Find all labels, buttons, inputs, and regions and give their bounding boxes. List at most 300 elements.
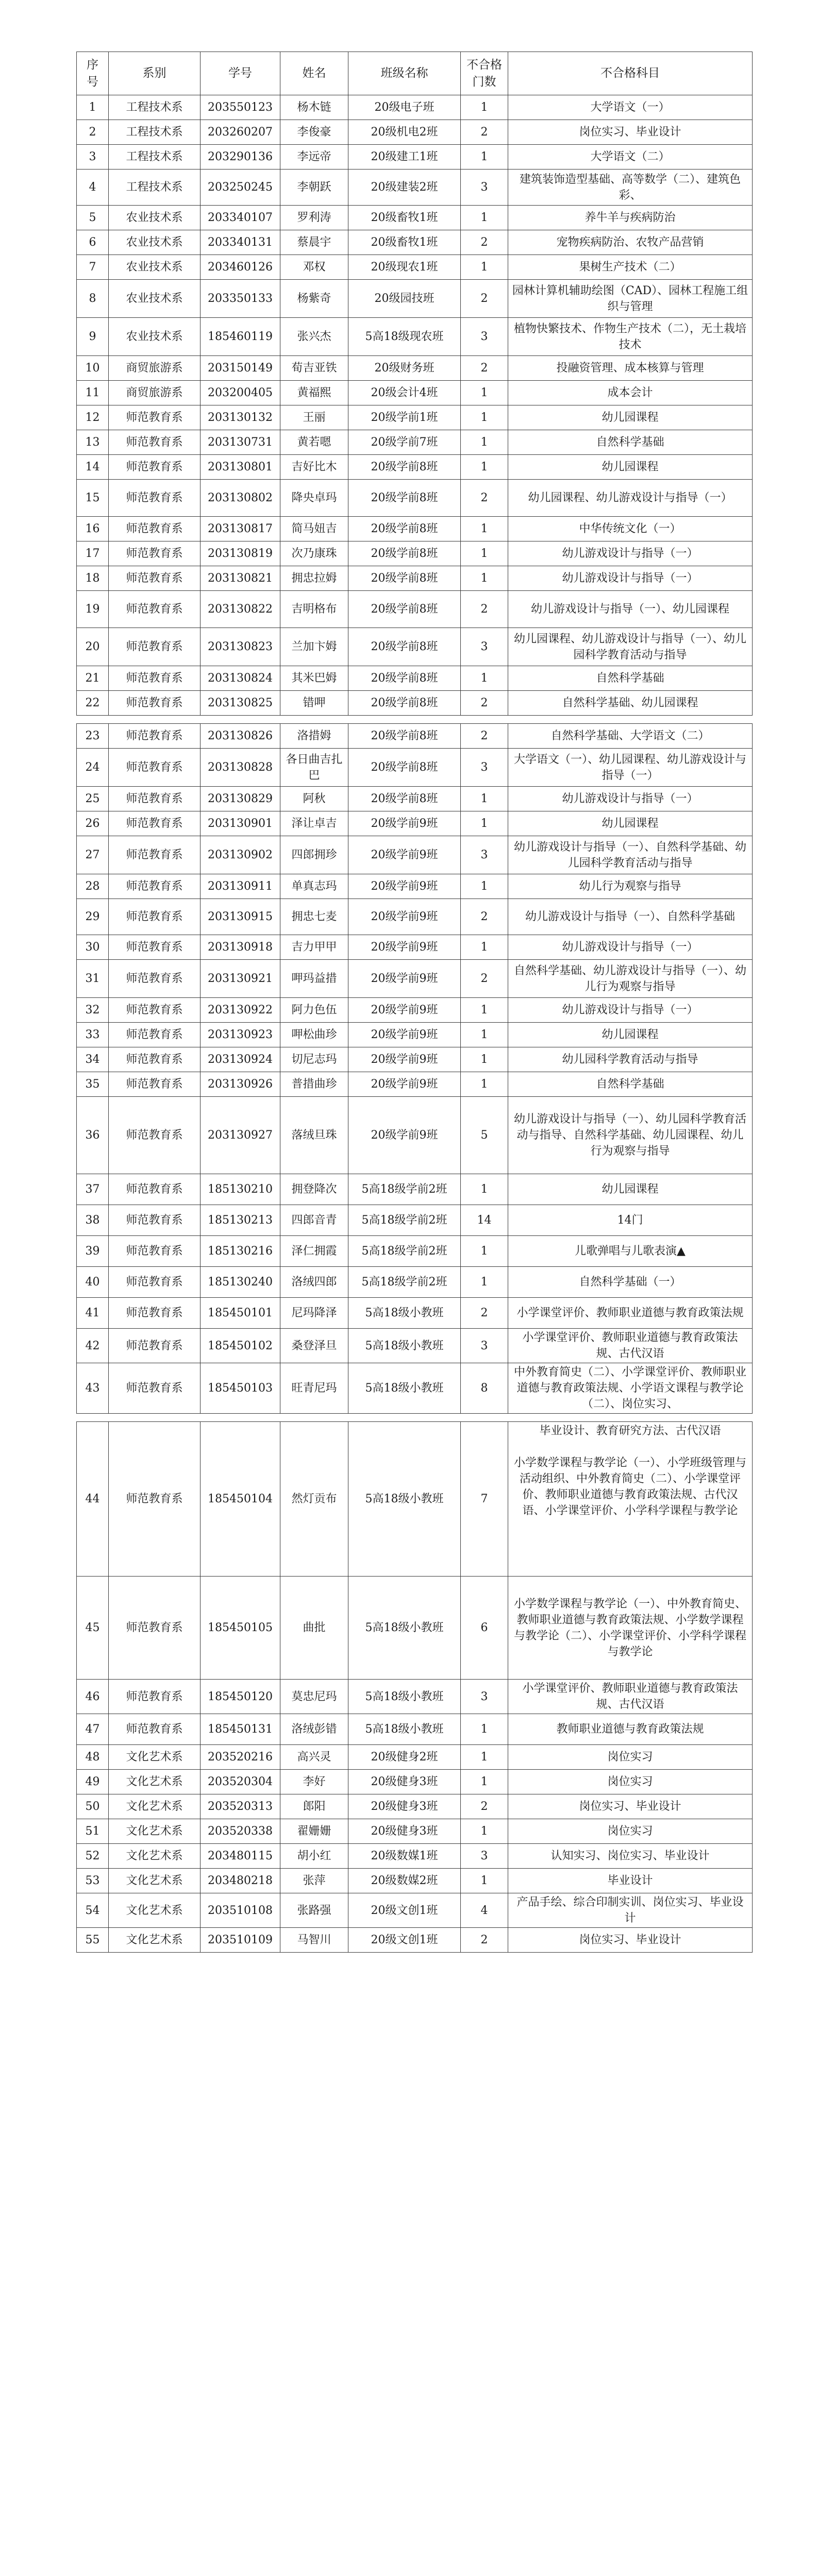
row-student-id: 203130911 xyxy=(201,874,280,899)
row-index: 38 xyxy=(77,1205,109,1236)
failing-courses-table xyxy=(76,52,753,1953)
row-fail-count: 1 xyxy=(461,1047,508,1072)
table-row xyxy=(77,1047,753,1072)
row-department: 师范教育系 xyxy=(109,480,201,517)
row-class: 20级学前8班 xyxy=(348,666,461,691)
row-fail-count: 14 xyxy=(461,1205,508,1236)
row-name: 吉明格布 xyxy=(280,591,348,628)
row-index: 37 xyxy=(77,1174,109,1205)
table-row xyxy=(77,874,753,899)
row-fail-count: 1 xyxy=(461,541,508,566)
row-class: 20级数媒1班 xyxy=(348,1844,461,1869)
table-row xyxy=(77,1745,753,1770)
row-department: 师范教育系 xyxy=(109,691,201,716)
table-row xyxy=(77,1236,753,1267)
table-row xyxy=(77,1577,753,1680)
row-student-id: 203130922 xyxy=(201,998,280,1023)
row-fail-count: 1 xyxy=(461,1819,508,1844)
failing-courses-sheet xyxy=(76,52,752,1953)
row-name: 降央卓玛 xyxy=(280,480,348,517)
row-class: 20级畜牧1班 xyxy=(348,230,461,255)
row-department: 师范教育系 xyxy=(109,724,201,749)
table-row xyxy=(77,405,753,430)
row-index: 31 xyxy=(77,960,109,998)
row-student-id: 203510109 xyxy=(201,1928,280,1953)
table-row xyxy=(77,1097,753,1174)
row-failed-subjects: 幼儿游戏设计与指导（一） xyxy=(508,935,753,960)
row-index: 23 xyxy=(77,724,109,749)
row-department: 文化艺术系 xyxy=(109,1893,201,1928)
row-index: 17 xyxy=(77,541,109,566)
row-name: 拥登降次 xyxy=(280,1174,348,1205)
row-student-id: 185450104 xyxy=(201,1422,280,1577)
row-name: 阿力色伍 xyxy=(280,998,348,1023)
row-name: 四郎拥珍 xyxy=(280,836,348,874)
row-fail-count: 1 xyxy=(461,787,508,811)
row-name: 吉力甲甲 xyxy=(280,935,348,960)
row-failed-subjects: 果树生产技术（二） xyxy=(508,255,753,280)
row-class: 20级文创1班 xyxy=(348,1893,461,1928)
table-row xyxy=(77,1844,753,1869)
spacer-cell xyxy=(280,716,348,724)
row-student-id: 203340131 xyxy=(201,230,280,255)
spacer-cell xyxy=(201,716,280,724)
row-name: 尼玛降泽 xyxy=(280,1298,348,1329)
row-department: 工程技术系 xyxy=(109,170,201,206)
row-department: 农业技术系 xyxy=(109,230,201,255)
row-class: 20级学前8班 xyxy=(348,724,461,749)
row-failed-subjects: 园林计算机辅助绘图（CAD）、园林工程施工组织与管理 xyxy=(508,280,753,318)
row-failed-subjects: 毕业设计 xyxy=(508,1869,753,1893)
row-class: 20级健身3班 xyxy=(348,1819,461,1844)
row-class: 20级财务班 xyxy=(348,356,461,381)
row-class: 20级学前8班 xyxy=(348,749,461,787)
row-index: 24 xyxy=(77,749,109,787)
row-student-id: 203130927 xyxy=(201,1097,280,1174)
table-row xyxy=(77,1267,753,1298)
row-fail-count: 2 xyxy=(461,1298,508,1329)
row-department: 师范教育系 xyxy=(109,1174,201,1205)
row-index: 50 xyxy=(77,1794,109,1819)
row-index: 4 xyxy=(77,170,109,206)
row-name: 马智川 xyxy=(280,1928,348,1953)
row-fail-count: 1 xyxy=(461,95,508,120)
row-class: 20级健身2班 xyxy=(348,1745,461,1770)
row-name: 杨紫奇 xyxy=(280,280,348,318)
row-department: 师范教育系 xyxy=(109,899,201,935)
row-name: 胡小红 xyxy=(280,1844,348,1869)
row-fail-count: 2 xyxy=(461,724,508,749)
row-department: 师范教育系 xyxy=(109,935,201,960)
table-row xyxy=(77,1770,753,1794)
row-failed-subjects: 小学课堂评价、教师职业道德与教育政策法规、古代汉语 xyxy=(508,1680,753,1714)
row-index: 15 xyxy=(77,480,109,517)
row-department: 师范教育系 xyxy=(109,666,201,691)
row-fail-count: 1 xyxy=(461,381,508,405)
spacer-cell xyxy=(461,1414,508,1422)
row-name: 李朝跃 xyxy=(280,170,348,206)
row-student-id: 185450102 xyxy=(201,1329,280,1363)
row-index: 27 xyxy=(77,836,109,874)
row-class: 20级学前8班 xyxy=(348,787,461,811)
row-student-id: 203130817 xyxy=(201,517,280,541)
row-department: 师范教育系 xyxy=(109,517,201,541)
row-fail-count: 2 xyxy=(461,1928,508,1953)
table-row xyxy=(77,1072,753,1097)
row-name: 阿秋 xyxy=(280,787,348,811)
table-row xyxy=(77,430,753,455)
row-name: 莫忠尼玛 xyxy=(280,1680,348,1714)
col-header-index: 序 号 xyxy=(77,52,109,95)
row-failed-subjects: 幼儿游戏设计与指导（一） xyxy=(508,998,753,1023)
row-failed-subjects: 儿歌弹唱与儿歌表演▲ xyxy=(508,1236,753,1267)
row-name: 邓权 xyxy=(280,255,348,280)
row-class: 5高18级小教班 xyxy=(348,1329,461,1363)
row-department: 师范教育系 xyxy=(109,874,201,899)
row-failed-subjects: 产品手绘、综合印制实训、岗位实习、毕业设计 xyxy=(508,1893,753,1928)
row-failed-subjects: 幼儿游戏设计与指导（一）、幼儿园科学教育活动与指导、自然科学基础、幼儿园课程、幼儿行为观察与指导 xyxy=(508,1097,753,1174)
row-student-id: 203130819 xyxy=(201,541,280,566)
row-student-id: 203130829 xyxy=(201,787,280,811)
row-student-id: 185130210 xyxy=(201,1174,280,1205)
table-row xyxy=(77,836,753,874)
row-failed-subjects: 自然科学基础、幼儿园课程 xyxy=(508,691,753,716)
row-department: 师范教育系 xyxy=(109,1205,201,1236)
row-index: 14 xyxy=(77,455,109,480)
row-class: 5高18级学前2班 xyxy=(348,1174,461,1205)
row-index: 21 xyxy=(77,666,109,691)
row-index: 22 xyxy=(77,691,109,716)
row-student-id: 185130216 xyxy=(201,1236,280,1267)
row-failed-subjects: 岗位实习、毕业设计 xyxy=(508,1928,753,1953)
row-name: 曲批 xyxy=(280,1577,348,1680)
row-fail-count: 4 xyxy=(461,1893,508,1928)
row-failed-subjects: 大学语文（一） xyxy=(508,95,753,120)
table-row xyxy=(77,1205,753,1236)
row-name: 呷松曲珍 xyxy=(280,1023,348,1047)
col-header-department: 系别 xyxy=(109,52,201,95)
table-row xyxy=(77,255,753,280)
row-student-id: 203150149 xyxy=(201,356,280,381)
row-department: 师范教育系 xyxy=(109,405,201,430)
row-department: 农业技术系 xyxy=(109,318,201,356)
spacer-cell xyxy=(109,1414,201,1422)
row-department: 文化艺术系 xyxy=(109,1928,201,1953)
table-row xyxy=(77,120,753,145)
row-student-id: 203480218 xyxy=(201,1869,280,1893)
row-class: 20级健身3班 xyxy=(348,1770,461,1794)
row-failed-subjects: 幼儿游戏设计与指导（一）、幼儿园课程 xyxy=(508,591,753,628)
row-class: 5高18级小教班 xyxy=(348,1680,461,1714)
row-class: 20级学前1班 xyxy=(348,405,461,430)
row-failed-subjects: 幼儿行为观察与指导 xyxy=(508,874,753,899)
table-row xyxy=(77,1363,753,1414)
row-department: 师范教育系 xyxy=(109,960,201,998)
row-department: 师范教育系 xyxy=(109,836,201,874)
spacer-cell xyxy=(348,1414,461,1422)
row-class: 20级电子班 xyxy=(348,95,461,120)
table-row xyxy=(77,749,753,787)
row-failed-subjects: 小学课堂评价、教师职业道德与教育政策法规 xyxy=(508,1298,753,1329)
row-class: 20级学前7班 xyxy=(348,430,461,455)
row-fail-count: 2 xyxy=(461,356,508,381)
row-student-id: 203130822 xyxy=(201,591,280,628)
row-failed-subjects: 自然科学基础、幼儿游戏设计与指导（一）、幼儿行为观察与指导 xyxy=(508,960,753,998)
row-student-id: 203260207 xyxy=(201,120,280,145)
row-failed-subjects: 建筑装饰造型基础、高等数学（二）、建筑色彩、 xyxy=(508,170,753,206)
row-student-id: 185130240 xyxy=(201,1267,280,1298)
row-name: 旺青尼玛 xyxy=(280,1363,348,1414)
row-class: 20级学前8班 xyxy=(348,691,461,716)
row-name: 兰加卞姆 xyxy=(280,628,348,666)
row-department: 师范教育系 xyxy=(109,1298,201,1329)
table-row xyxy=(77,230,753,255)
row-department: 工程技术系 xyxy=(109,120,201,145)
row-name: 黄若嗯 xyxy=(280,430,348,455)
row-class: 20级学前9班 xyxy=(348,874,461,899)
row-fail-count: 2 xyxy=(461,1794,508,1819)
row-department: 师范教育系 xyxy=(109,455,201,480)
row-index: 43 xyxy=(77,1363,109,1414)
row-department: 农业技术系 xyxy=(109,280,201,318)
row-fail-count: 2 xyxy=(461,591,508,628)
row-index: 2 xyxy=(77,120,109,145)
row-name: 简马妞吉 xyxy=(280,517,348,541)
col-header-fail-count: 不合格 门数 xyxy=(461,52,508,95)
row-fail-count: 1 xyxy=(461,566,508,591)
row-failed-subjects: 幼儿游戏设计与指导（一）、自然科学基础、幼儿园科学教育活动与指导 xyxy=(508,836,753,874)
row-department: 商贸旅游系 xyxy=(109,381,201,405)
row-class: 5高18级现农班 xyxy=(348,318,461,356)
row-department: 师范教育系 xyxy=(109,1267,201,1298)
row-fail-count: 3 xyxy=(461,1844,508,1869)
table-row xyxy=(77,628,753,666)
row-failed-subjects: 岗位实习、毕业设计 xyxy=(508,1794,753,1819)
row-department: 文化艺术系 xyxy=(109,1770,201,1794)
row-department: 农业技术系 xyxy=(109,206,201,230)
row-index: 47 xyxy=(77,1714,109,1745)
row-index: 25 xyxy=(77,787,109,811)
table-row xyxy=(77,1329,753,1363)
table-row xyxy=(77,318,753,356)
row-student-id: 203350133 xyxy=(201,280,280,318)
row-failed-subjects: 岗位实习 xyxy=(508,1770,753,1794)
row-department: 师范教育系 xyxy=(109,1072,201,1097)
table-row xyxy=(77,935,753,960)
row-failed-subjects: 幼儿游戏设计与指导（一）、自然科学基础 xyxy=(508,899,753,935)
row-department: 文化艺术系 xyxy=(109,1745,201,1770)
row-student-id: 203130828 xyxy=(201,749,280,787)
row-student-id: 185460119 xyxy=(201,318,280,356)
row-failed-subjects: 宠物疾病防治、农牧产品营销 xyxy=(508,230,753,255)
row-student-id: 203130826 xyxy=(201,724,280,749)
row-fail-count: 1 xyxy=(461,145,508,170)
row-fail-count: 3 xyxy=(461,628,508,666)
row-fail-count: 1 xyxy=(461,1869,508,1893)
row-index: 49 xyxy=(77,1770,109,1794)
row-student-id: 185450131 xyxy=(201,1714,280,1745)
row-student-id: 203520216 xyxy=(201,1745,280,1770)
table-row xyxy=(77,1819,753,1844)
spacer-cell xyxy=(280,1414,348,1422)
row-class: 20级学前8班 xyxy=(348,455,461,480)
row-class: 20级学前9班 xyxy=(348,899,461,935)
row-name: 荀吉亚铁 xyxy=(280,356,348,381)
table-row xyxy=(77,541,753,566)
row-department: 文化艺术系 xyxy=(109,1819,201,1844)
table-row xyxy=(77,998,753,1023)
row-index: 28 xyxy=(77,874,109,899)
row-class: 20级学前8班 xyxy=(348,591,461,628)
row-student-id: 203340107 xyxy=(201,206,280,230)
row-student-id: 203130915 xyxy=(201,899,280,935)
row-department: 工程技术系 xyxy=(109,95,201,120)
row-department: 师范教育系 xyxy=(109,787,201,811)
row-fail-count: 1 xyxy=(461,935,508,960)
row-department: 师范教育系 xyxy=(109,628,201,666)
row-department: 师范教育系 xyxy=(109,1047,201,1072)
row-failed-subjects: 自然科学基础（一） xyxy=(508,1267,753,1298)
row-fail-count: 1 xyxy=(461,206,508,230)
row-fail-count: 3 xyxy=(461,318,508,356)
row-name: 泽仁拥霞 xyxy=(280,1236,348,1267)
row-class: 20级学前9班 xyxy=(348,1047,461,1072)
table-row xyxy=(77,1680,753,1714)
spacer-cell xyxy=(461,716,508,724)
row-fail-count: 1 xyxy=(461,1714,508,1745)
row-student-id: 185450101 xyxy=(201,1298,280,1329)
spacer-cell xyxy=(109,716,201,724)
table-row xyxy=(77,811,753,836)
col-header-failed-subjects: 不合格科目 xyxy=(508,52,753,95)
row-failed-subjects: 养牛羊与疾病防治 xyxy=(508,206,753,230)
row-student-id: 203480115 xyxy=(201,1844,280,1869)
row-failed-subjects: 幼儿园课程、幼儿游戏设计与指导（一） xyxy=(508,480,753,517)
row-fail-count: 3 xyxy=(461,836,508,874)
row-department: 农业技术系 xyxy=(109,255,201,280)
row-class: 20级学前8班 xyxy=(348,541,461,566)
row-index: 41 xyxy=(77,1298,109,1329)
row-class: 20级文创1班 xyxy=(348,1928,461,1953)
row-department: 师范教育系 xyxy=(109,1714,201,1745)
table-row xyxy=(77,787,753,811)
row-department: 师范教育系 xyxy=(109,811,201,836)
row-index: 9 xyxy=(77,318,109,356)
row-failed-subjects: 植物快繁技术、作物生产技术（二），无土栽培技术 xyxy=(508,318,753,356)
row-failed-subjects: 幼儿园科学教育活动与指导 xyxy=(508,1047,753,1072)
row-index: 13 xyxy=(77,430,109,455)
row-failed-subjects: 岗位实习、毕业设计 xyxy=(508,120,753,145)
row-name: 蔡晨宇 xyxy=(280,230,348,255)
row-class: 20级现农1班 xyxy=(348,255,461,280)
page-break-spacer xyxy=(77,1414,753,1422)
row-fail-count: 7 xyxy=(461,1422,508,1577)
table-row xyxy=(77,691,753,716)
table-row xyxy=(77,206,753,230)
row-fail-count: 1 xyxy=(461,1023,508,1047)
row-student-id: 203550123 xyxy=(201,95,280,120)
table-row xyxy=(77,1893,753,1928)
row-failed-subjects: 中华传统文化（一） xyxy=(508,517,753,541)
row-name: 切尼志玛 xyxy=(280,1047,348,1072)
row-class: 20级学前9班 xyxy=(348,998,461,1023)
row-failed-subjects: 幼儿园课程、幼儿游戏设计与指导（一）、幼儿园科学教育活动与指导 xyxy=(508,628,753,666)
row-student-id: 203200405 xyxy=(201,381,280,405)
row-index: 53 xyxy=(77,1869,109,1893)
row-class: 5高18级小教班 xyxy=(348,1363,461,1414)
row-fail-count: 1 xyxy=(461,430,508,455)
row-failed-subjects: 小学课堂评价、教师职业道德与教育政策法规、古代汉语 xyxy=(508,1329,753,1363)
row-index: 5 xyxy=(77,206,109,230)
col-header-class: 班级名称 xyxy=(348,52,461,95)
row-index: 44 xyxy=(77,1422,109,1577)
row-index: 40 xyxy=(77,1267,109,1298)
row-failed-subjects: 大学语文（一）、幼儿园课程、幼儿游戏设计与指导（一） xyxy=(508,749,753,787)
row-name: 高兴灵 xyxy=(280,1745,348,1770)
row-fail-count: 8 xyxy=(461,1363,508,1414)
row-student-id: 203130924 xyxy=(201,1047,280,1072)
header-row xyxy=(77,52,753,95)
row-index: 48 xyxy=(77,1745,109,1770)
row-index: 26 xyxy=(77,811,109,836)
row-name: 王丽 xyxy=(280,405,348,430)
row-index: 20 xyxy=(77,628,109,666)
row-fail-count: 2 xyxy=(461,960,508,998)
row-name: 错呷 xyxy=(280,691,348,716)
row-department: 师范教育系 xyxy=(109,1023,201,1047)
row-failed-subjects: 毕业设计、教育研究方法、古代汉语 小学数学课程与教学论（一）、小学班级管理与活动组织、中外教育简史（二）、小学课堂评价、教师职业道德与教育政策法规、古代汉语、小学课堂评价、小学科学课程与教学论 xyxy=(508,1422,753,1577)
row-index: 42 xyxy=(77,1329,109,1363)
row-index: 33 xyxy=(77,1023,109,1047)
row-department: 文化艺术系 xyxy=(109,1794,201,1819)
spacer-cell xyxy=(77,716,109,724)
row-class: 5高18级学前2班 xyxy=(348,1236,461,1267)
row-student-id: 203130902 xyxy=(201,836,280,874)
table-row xyxy=(77,170,753,206)
row-student-id: 203520304 xyxy=(201,1770,280,1794)
row-fail-count: 1 xyxy=(461,517,508,541)
row-index: 6 xyxy=(77,230,109,255)
row-index: 16 xyxy=(77,517,109,541)
row-name: 郎阳 xyxy=(280,1794,348,1819)
row-failed-subjects: 岗位实习 xyxy=(508,1745,753,1770)
table-row xyxy=(77,899,753,935)
row-department: 师范教育系 xyxy=(109,1363,201,1414)
row-student-id: 203130821 xyxy=(201,566,280,591)
spacer-cell xyxy=(508,716,753,724)
row-class: 20级学前9班 xyxy=(348,935,461,960)
row-department: 文化艺术系 xyxy=(109,1844,201,1869)
row-name: 杨木链 xyxy=(280,95,348,120)
table-row xyxy=(77,1869,753,1893)
row-failed-subjects: 14门 xyxy=(508,1205,753,1236)
row-index: 12 xyxy=(77,405,109,430)
row-index: 29 xyxy=(77,899,109,935)
row-name: 张路强 xyxy=(280,1893,348,1928)
row-department: 师范教育系 xyxy=(109,1097,201,1174)
row-department: 师范教育系 xyxy=(109,998,201,1023)
row-index: 54 xyxy=(77,1893,109,1928)
row-failed-subjects: 幼儿园课程 xyxy=(508,811,753,836)
row-class: 20级学前9班 xyxy=(348,1097,461,1174)
row-index: 32 xyxy=(77,998,109,1023)
row-student-id: 203130802 xyxy=(201,480,280,517)
row-index: 8 xyxy=(77,280,109,318)
row-class: 20级学前8班 xyxy=(348,566,461,591)
row-fail-count: 1 xyxy=(461,811,508,836)
table-row xyxy=(77,480,753,517)
row-student-id: 185450120 xyxy=(201,1680,280,1714)
